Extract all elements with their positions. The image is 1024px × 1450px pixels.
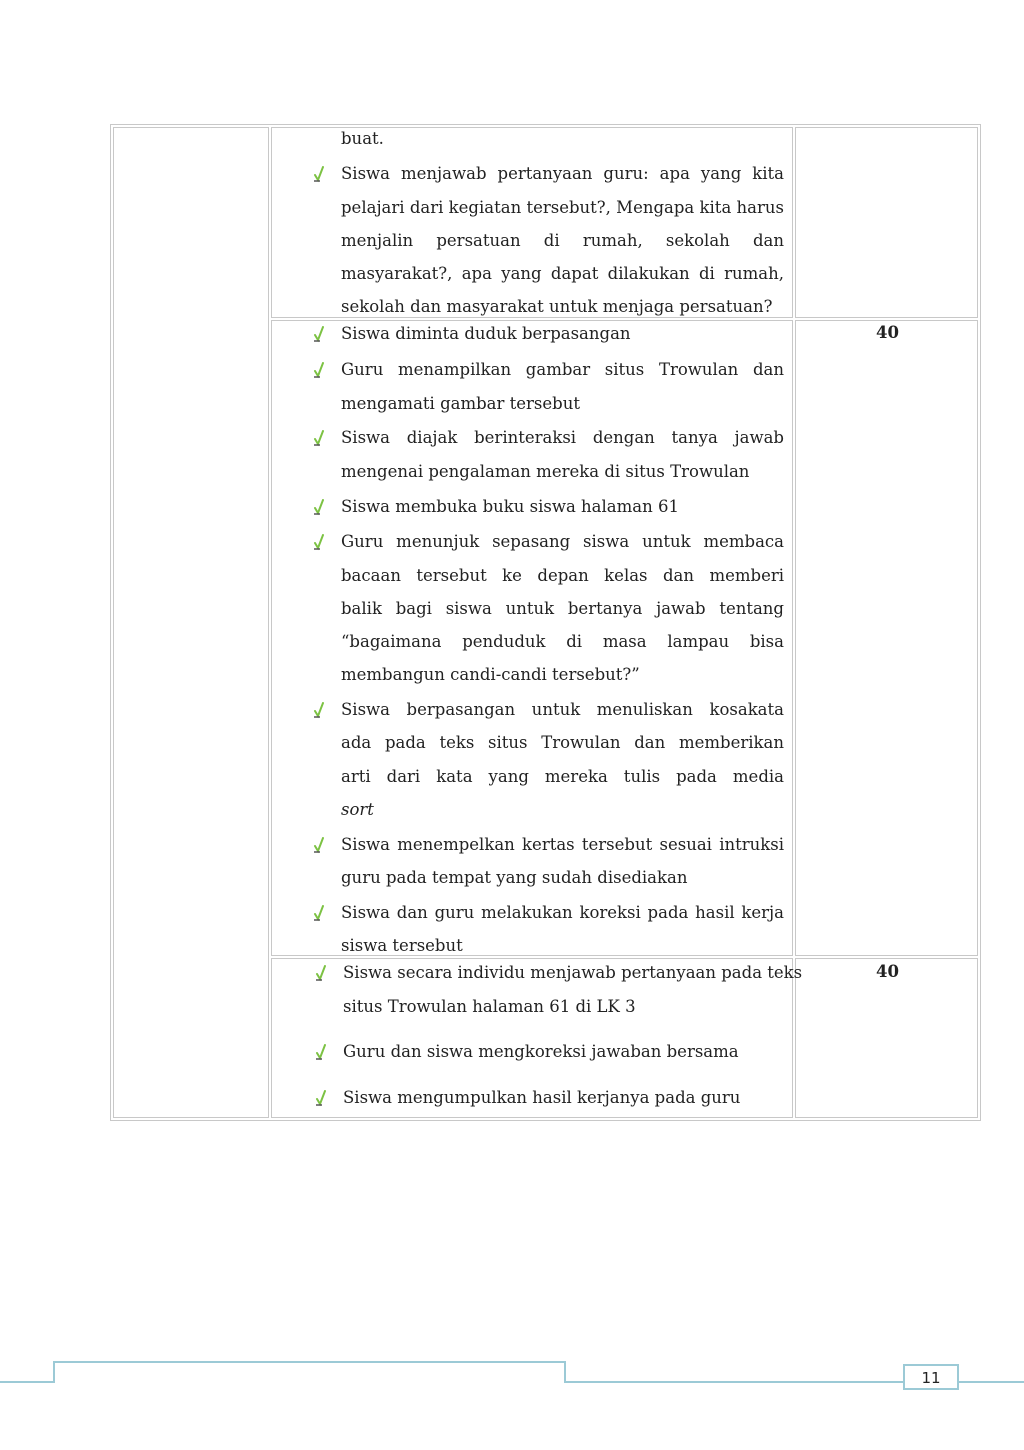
activity-line: Guru menunjuk sepasang siswa untuk membaca: [341, 532, 784, 551]
pencil-check-icon: [314, 964, 326, 982]
footer-rule-tab-left: [53, 1361, 55, 1383]
activity-line: arti dari kata yang mereka tulis pada media: [341, 767, 784, 786]
pencil-check-icon: [312, 165, 324, 183]
activity-line: Siswa diajak berinteraksi dengan tanya jawab: [341, 428, 784, 447]
footer-rule-far-right: [958, 1381, 1024, 1383]
pencil-check-icon: [312, 701, 324, 719]
activity-line: Guru dan siswa mengkoreksi jawaban bersama: [343, 1042, 739, 1061]
table-cell-time-row2: [795, 320, 978, 956]
table-cell-phase: [113, 127, 269, 1118]
pencil-check-icon: [312, 498, 324, 516]
activity-line: sekolah dan masyarakat untuk menjaga persatuan?: [341, 297, 773, 316]
footer-rule-left: [0, 1381, 54, 1383]
time-allocation-row2: 40: [876, 323, 899, 342]
footer-rule-right: [564, 1381, 904, 1383]
activity-line: Siswa secara individu menjawab pertanyaan pada teks: [343, 963, 803, 982]
activity-line: Siswa membuka buku siswa halaman 61: [341, 497, 679, 516]
pencil-check-icon: [312, 836, 324, 854]
activity-line: buat.: [341, 129, 384, 148]
activity-line: mengamati gambar tersebut: [341, 394, 580, 413]
activity-line: balik bagi siswa untuk bertanya jawab tentang: [341, 599, 784, 618]
pencil-check-icon: [312, 429, 324, 447]
pencil-check-icon: [312, 325, 324, 343]
pencil-check-icon: [312, 361, 324, 379]
activity-line: bacaan tersebut ke depan kelas dan memberi: [341, 566, 784, 585]
pencil-check-icon: [314, 1089, 326, 1107]
activity-line: siswa tersebut: [341, 936, 463, 955]
activity-line: situs Trowulan halaman 61 di LK 3: [343, 997, 636, 1016]
activity-line: pelajari dari kegiatan tersebut?, Mengapa kita harus: [341, 198, 784, 217]
activity-line: “bagaimana penduduk di masa lampau bisa: [341, 632, 784, 651]
table-cell-time-row1: [795, 127, 978, 318]
footer-rule-tab-top: [53, 1361, 566, 1363]
time-allocation-row3: 40: [876, 962, 899, 981]
activity-line: Siswa dan guru melakukan koreksi pada hasil kerja: [341, 903, 784, 922]
activity-line: sort: [341, 800, 374, 819]
activity-line: membangun candi-candi tersebut?”: [341, 665, 640, 684]
activity-line: ada pada teks situs Trowulan dan memberikan: [341, 733, 784, 752]
activity-line: Siswa diminta duduk berpasangan: [341, 324, 631, 343]
activity-line: Guru menampilkan gambar situs Trowulan dan: [341, 360, 784, 379]
footer-rule-tab-right: [564, 1361, 566, 1383]
activity-line: Siswa berpasangan untuk menuliskan kosakata: [341, 700, 784, 719]
activity-line: guru pada tempat yang sudah disediakan: [341, 868, 688, 887]
pencil-check-icon: [312, 533, 324, 551]
pencil-check-icon: [312, 904, 324, 922]
pencil-check-icon: [314, 1043, 326, 1061]
activity-line: Siswa mengumpulkan hasil kerjanya pada guru: [343, 1088, 741, 1107]
activity-line: Siswa menempelkan kertas tersebut sesuai intruksi: [341, 835, 784, 854]
activity-line: masyarakat?, apa yang dapat dilakukan di rumah,: [341, 264, 784, 283]
activity-line: mengenai pengalaman mereka di situs Trowulan: [341, 462, 750, 481]
activity-line: menjalin persatuan di rumah, sekolah dan: [341, 231, 784, 250]
activity-line: Siswa menjawab pertanyaan guru: apa yang kita: [341, 164, 784, 183]
page-number: 11: [903, 1364, 959, 1390]
table-cell-activity-row1: [271, 127, 793, 318]
